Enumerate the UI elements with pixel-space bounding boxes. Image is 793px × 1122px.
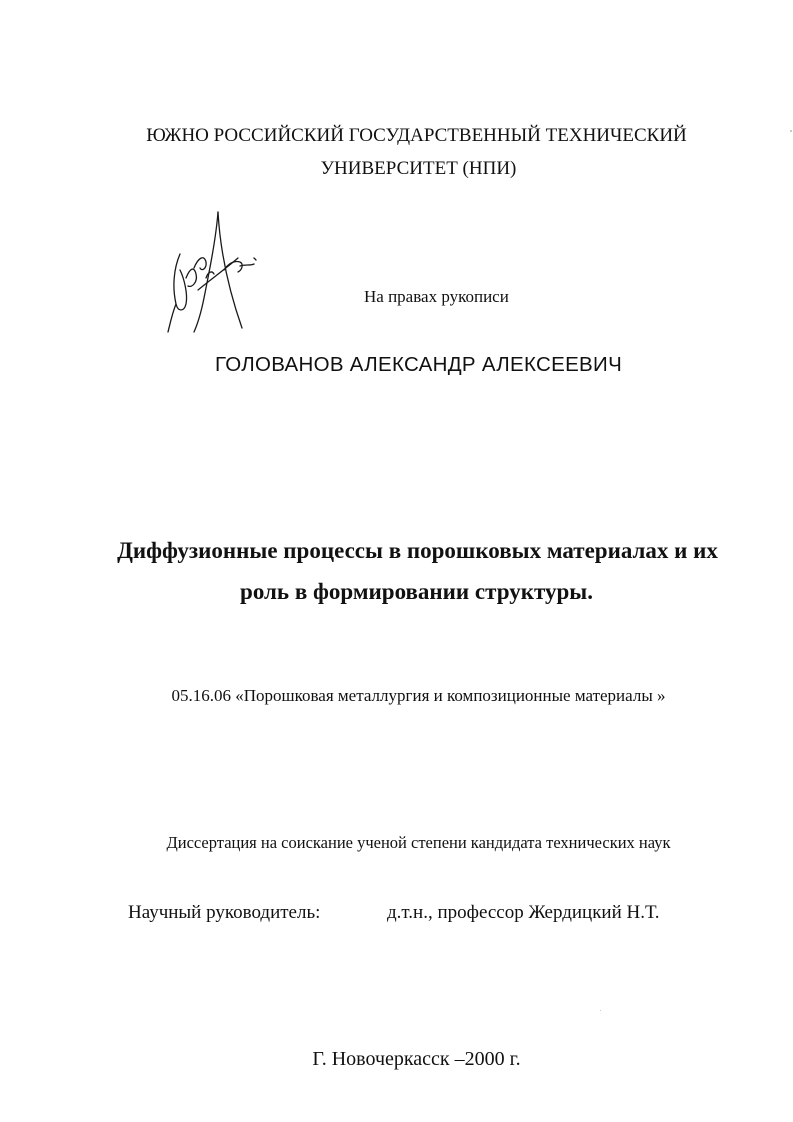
dissertation-degree-statement: Диссертация на соискание ученой степени кандидата технических наук bbox=[166, 833, 671, 852]
scan-speck bbox=[790, 130, 792, 132]
dissertation-title-line-1: Диффузионные процессы в порошковых материалах и их bbox=[117, 538, 718, 563]
advisor-label: Научный руководитель: bbox=[128, 902, 321, 923]
university-name-line-2: УНИВЕРСИТЕТ (НПИ) bbox=[320, 158, 517, 179]
scan-speck bbox=[600, 1010, 601, 1011]
advisor-name: д.т.н., профессор Жердицкий Н.Т. bbox=[387, 902, 660, 923]
author-name: ГОЛОВАНОВ АЛЕКСАНДР АЛЕКСЕЕВИЧ bbox=[214, 353, 623, 376]
specialty-code: 05.16.06 «Порошковая металлургия и композиционные материалы » bbox=[171, 686, 666, 705]
university-name-line-1: ЮЖНО РОССИЙСКИЙ ГОСУДАРСТВЕННЫЙ ТЕХНИЧЕСКИЙ bbox=[146, 125, 687, 146]
place-and-year: Г. Новочеркасск –2000 г. bbox=[312, 1048, 521, 1070]
manuscript-rights-note: На правах рукописи bbox=[364, 287, 509, 306]
handwritten-signature bbox=[158, 208, 268, 340]
dissertation-title-line-2: роль в формировании структуры. bbox=[240, 579, 593, 604]
